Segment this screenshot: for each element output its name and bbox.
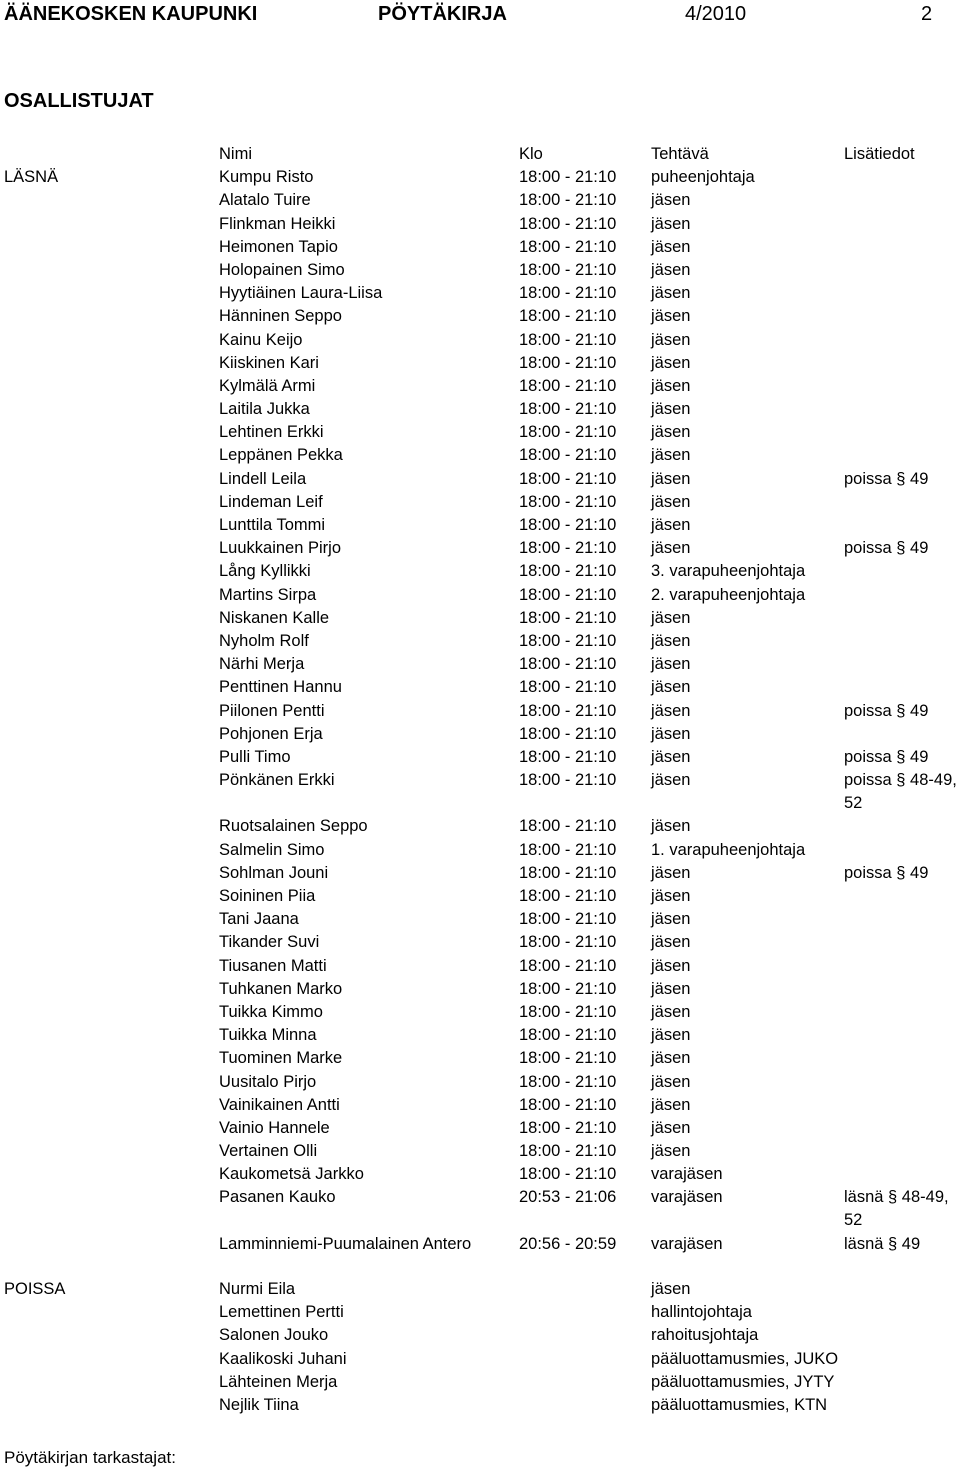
participant-role: jäsen [651,817,691,836]
participant-row [0,720,960,743]
participants-table [0,140,960,1414]
participant-time: 18:00 - 21:10 [519,400,617,419]
absent-role: pääluottamusmies, JUKO [651,1349,839,1368]
participant-row [0,279,960,302]
absent-name: Nejlik Tiina [219,1395,299,1414]
participant-row [0,534,960,557]
participant-row [0,905,960,928]
participant-role: jäsen [651,678,691,697]
participant-row [0,1137,960,1160]
participant-time: 20:56 - 20:59 [519,1234,617,1253]
participant-role: jäsen [651,771,691,790]
participant-row [0,1044,960,1067]
participant-role: jäsen [651,863,691,882]
participant-row [0,627,960,650]
participant-name: Soininen Piia [219,887,316,906]
participant-row [0,256,960,279]
participant-time: 18:00 - 21:10 [519,910,617,929]
participant-info: läsnä § 48-49, 52 [844,1188,949,1230]
absent-row [0,1368,960,1391]
participant-info: poissa § 49 [844,701,929,720]
participant-row [0,673,960,696]
participant-name: Pohjonen Erja [219,724,323,743]
participant-row [0,859,960,882]
participant-time: 18:00 - 21:10 [519,678,617,697]
meeting-number: 4/2010 [685,3,747,25]
participant-role: jäsen [651,260,691,279]
participant-role: jäsen [651,631,691,650]
participant-row [0,302,960,325]
participant-name: Vainikainen Antti [219,1095,340,1114]
participant-role: jäsen [651,1118,691,1137]
participant-time: 18:00 - 21:10 [519,562,617,581]
participant-time: 18:00 - 21:10 [519,956,617,975]
participant-info: läsnä § 49 [844,1234,921,1253]
participant-name: Sohlman Jouni [219,863,329,882]
participant-row [0,650,960,673]
participant-row [0,1068,960,1091]
participant-row [0,418,960,441]
participant-role: jäsen [651,608,691,627]
participant-name: Vainio Hannele [219,1118,330,1137]
participant-row [0,210,960,233]
participant-role: jäsen [651,747,691,766]
absent-name: Lähteinen Merja [219,1372,338,1391]
participant-row [0,186,960,209]
participant-name: Närhi Merja [219,655,305,674]
participant-info: poissa § 49 [844,747,929,766]
participant-name: Kaukometsä Jarkko [219,1165,364,1184]
participant-name: Pasanen Kauko [219,1188,336,1207]
participant-row [0,1183,960,1229]
participant-info: poissa § 48-49, 52 [844,771,957,813]
absent-name: Kaalikoski Juhani [219,1349,347,1368]
participant-time: 18:00 - 21:10 [519,330,617,349]
participant-time: 18:00 - 21:10 [519,353,617,372]
participant-row [0,952,960,975]
participant-role: varajäsen [651,1234,723,1253]
participant-time: 18:00 - 21:10 [519,747,617,766]
participant-row [0,349,960,372]
participant-time: 18:00 - 21:10 [519,1118,617,1137]
participant-row [0,581,960,604]
participant-name: Tuominen Marke [219,1049,343,1068]
participant-time: 18:00 - 21:10 [519,933,617,952]
participant-row [0,812,960,835]
absent-row [0,1275,960,1298]
participant-time: 18:00 - 21:10 [519,1002,617,1021]
absent-role: hallintojohtaja [651,1303,752,1322]
participant-time: 18:00 - 21:10 [519,840,617,859]
participant-role: jäsen [651,539,691,558]
participant-name: Lehtinen Erkki [219,423,324,442]
participant-role: jäsen [651,307,691,326]
participant-time: 18:00 - 21:10 [519,1095,617,1114]
participant-row [0,1160,960,1183]
participant-role: jäsen [651,1026,691,1045]
participant-row [0,1114,960,1137]
participant-row [0,372,960,395]
participant-name: Lindell Leila [219,469,307,488]
participant-role: jäsen [651,492,691,511]
absent-role: pääluottamusmies, JYTY [651,1372,835,1391]
participant-name: Hänninen Seppo [219,307,342,326]
participant-role: jäsen [651,237,691,256]
group-label-absent: POISSA [4,1280,66,1299]
participant-row [0,233,960,256]
participant-time: 18:00 - 21:10 [519,168,617,187]
participant-time: 20:53 - 21:06 [519,1188,617,1207]
participant-name: Vertainen Olli [219,1142,318,1161]
participant-time: 18:00 - 21:10 [519,1072,617,1091]
section-title: OSALLISTUJAT [4,90,154,112]
participant-name: Heimonen Tapio [219,237,338,256]
participant-row [0,488,960,511]
participant-role: jäsen [651,330,691,349]
participant-time: 18:00 - 21:10 [519,492,617,511]
absent-name: Salonen Jouko [219,1326,329,1345]
absent-row [0,1391,960,1414]
participant-name: Kumpu Risto [219,168,314,187]
participant-time: 18:00 - 21:10 [519,655,617,674]
participant-name: Kylmälä Armi [219,376,316,395]
participant-row [0,1021,960,1044]
participant-time: 18:00 - 21:10 [519,284,617,303]
participant-role: jäsen [651,1002,691,1021]
table-header-row [0,140,960,163]
participant-row [0,743,960,766]
participant-name: Salmelin Simo [219,840,325,859]
participant-row [0,604,960,627]
participant-row [0,465,960,488]
document-header [0,3,960,27]
participant-role: jäsen [651,724,691,743]
participant-row [0,395,960,418]
participant-time: 18:00 - 21:10 [519,1142,617,1161]
participant-role: jäsen [651,1072,691,1091]
participant-name: Flinkman Heikki [219,214,336,233]
participant-role: jäsen [651,516,691,534]
participant-role: puheenjohtaja [651,168,755,187]
participant-row [0,326,960,349]
absent-role: pääluottamusmies, KTN [651,1395,828,1414]
minutes-reviewers-label: Pöytäkirjan tarkastajat: [4,1448,176,1467]
participant-role: jäsen [651,956,691,975]
absent-role: rahoitusjohtaja [651,1326,759,1345]
absent-row [0,1321,960,1344]
participant-role: jäsen [651,353,691,372]
participant-name: Kiiskinen Kari [219,353,319,372]
participant-role: jäsen [651,979,691,998]
document-type: PÖYTÄKIRJA [378,3,507,25]
participant-time: 18:00 - 21:10 [519,469,617,488]
participant-row [0,836,960,859]
participant-role: jäsen [651,701,691,720]
participant-role: jäsen [651,214,691,233]
participant-time: 18:00 - 21:10 [519,724,617,743]
participant-time: 18:00 - 21:10 [519,237,617,256]
participant-time: 18:00 - 21:10 [519,817,617,836]
participant-role: 3. varapuheenjohtaja [651,562,806,581]
participant-role: jäsen [651,446,691,465]
absent-name: Lemettinen Pertti [219,1303,344,1322]
participant-row [0,511,960,534]
absent-role: jäsen [651,1280,691,1299]
participant-name: Luukkainen Pirjo [219,539,341,558]
participant-time: 18:00 - 21:10 [519,539,617,558]
participant-name: Tani Jaana [219,910,299,929]
participant-name: Niskanen Kalle [219,608,330,627]
participant-name: Tiusanen Matti [219,956,327,975]
participant-name: Tuhkanen Marko [219,979,343,998]
participant-role: jäsen [651,400,691,419]
participant-role: jäsen [651,887,691,906]
participant-row [0,1230,960,1253]
participant-name: Penttinen Hannu [219,678,342,697]
participant-name: Leppänen Pekka [219,446,343,465]
participant-name: Martins Sirpa [219,585,317,604]
participant-name: Kainu Keijo [219,330,303,349]
participant-role: jäsen [651,376,691,395]
absent-row [0,1345,960,1368]
participant-time: 18:00 - 21:10 [519,307,617,326]
participant-row [0,975,960,998]
participant-row [0,557,960,580]
participant-name: Nyholm Rolf [219,631,309,650]
participant-time: 18:00 - 21:10 [519,979,617,998]
participant-row [0,998,960,1021]
participant-row [0,163,960,186]
absent-name: Nurmi Eila [219,1280,296,1299]
participant-row [0,1091,960,1114]
participant-name: Tuikka Minna [219,1026,317,1045]
participant-row [0,766,960,812]
participant-role: jäsen [651,1142,691,1161]
participant-time: 18:00 - 21:10 [519,585,617,604]
participant-role: jäsen [651,655,691,674]
participant-name: Ruotsalainen Seppo [219,817,368,836]
participant-time: 18:00 - 21:10 [519,214,617,233]
participant-time: 18:00 - 21:10 [519,446,617,465]
participant-name: Holopainen Simo [219,260,345,279]
group-label-present: LÄSNÄ [4,168,59,187]
participant-name: Lång Kyllikki [219,562,311,581]
participant-time: 18:00 - 21:10 [519,771,617,790]
participant-time: 18:00 - 21:10 [519,423,617,442]
participant-role: jäsen [651,191,691,210]
participant-info: poissa § 49 [844,863,929,882]
participant-role: 2. varapuheenjohtaja [651,585,806,604]
participant-time: 18:00 - 21:10 [519,608,617,627]
participant-role: jäsen [651,469,691,488]
column-header-info: Lisätiedot [844,145,915,163]
participant-name: Pönkänen Erkki [219,771,335,790]
participant-row [0,697,960,720]
participant-row [0,441,960,464]
participant-role: varajäsen [651,1165,723,1184]
participant-name: Laitila Jukka [219,400,310,419]
participant-role: jäsen [651,284,691,303]
participant-role: jäsen [651,423,691,442]
participant-time: 18:00 - 21:10 [519,1049,617,1068]
participant-role: jäsen [651,1095,691,1114]
column-header-name: Nimi [219,145,252,163]
participant-time: 18:00 - 21:10 [519,863,617,882]
participant-name: Pulli Timo [219,747,291,766]
participant-name: Alatalo Tuire [219,191,311,210]
participant-role: varajäsen [651,1188,723,1207]
participant-time: 18:00 - 21:10 [519,701,617,720]
column-header-time: Klo [519,145,543,163]
participant-info: poissa § 49 [844,539,929,558]
participant-time: 18:00 - 21:10 [519,376,617,395]
column-header-role: Tehtävä [651,145,709,163]
participant-name: Lindeman Leif [219,492,323,511]
participant-time: 18:00 - 21:10 [519,1165,617,1184]
participant-name: Lunttila Tommi [219,516,326,534]
participant-name: Uusitalo Pirjo [219,1072,317,1091]
participant-role: jäsen [651,1049,691,1068]
absent-row [0,1298,960,1321]
participant-row [0,928,960,951]
page-number: 2 [921,3,933,25]
participant-time: 18:00 - 21:10 [519,631,617,650]
participant-time: 18:00 - 21:10 [519,191,617,210]
organization-name: ÄÄNEKOSKEN KAUPUNKI [4,3,258,25]
participant-role: jäsen [651,933,691,952]
participant-time: 18:00 - 21:10 [519,516,617,534]
participant-name: Tikander Suvi [219,933,320,952]
participant-name: Piilonen Pentti [219,701,325,720]
participant-role: 1. varapuheenjohtaja [651,840,806,859]
participant-time: 18:00 - 21:10 [519,887,617,906]
participant-time: 18:00 - 21:10 [519,1026,617,1045]
participant-time: 18:00 - 21:10 [519,260,617,279]
participant-role: jäsen [651,910,691,929]
participant-info: poissa § 49 [844,469,929,488]
participant-name: Tuikka Kimmo [219,1002,323,1021]
participant-row [0,882,960,905]
participant-name: Lamminniemi-Puumalainen Antero [219,1234,472,1253]
participant-name: Hyytiäinen Laura-Liisa [219,284,383,303]
